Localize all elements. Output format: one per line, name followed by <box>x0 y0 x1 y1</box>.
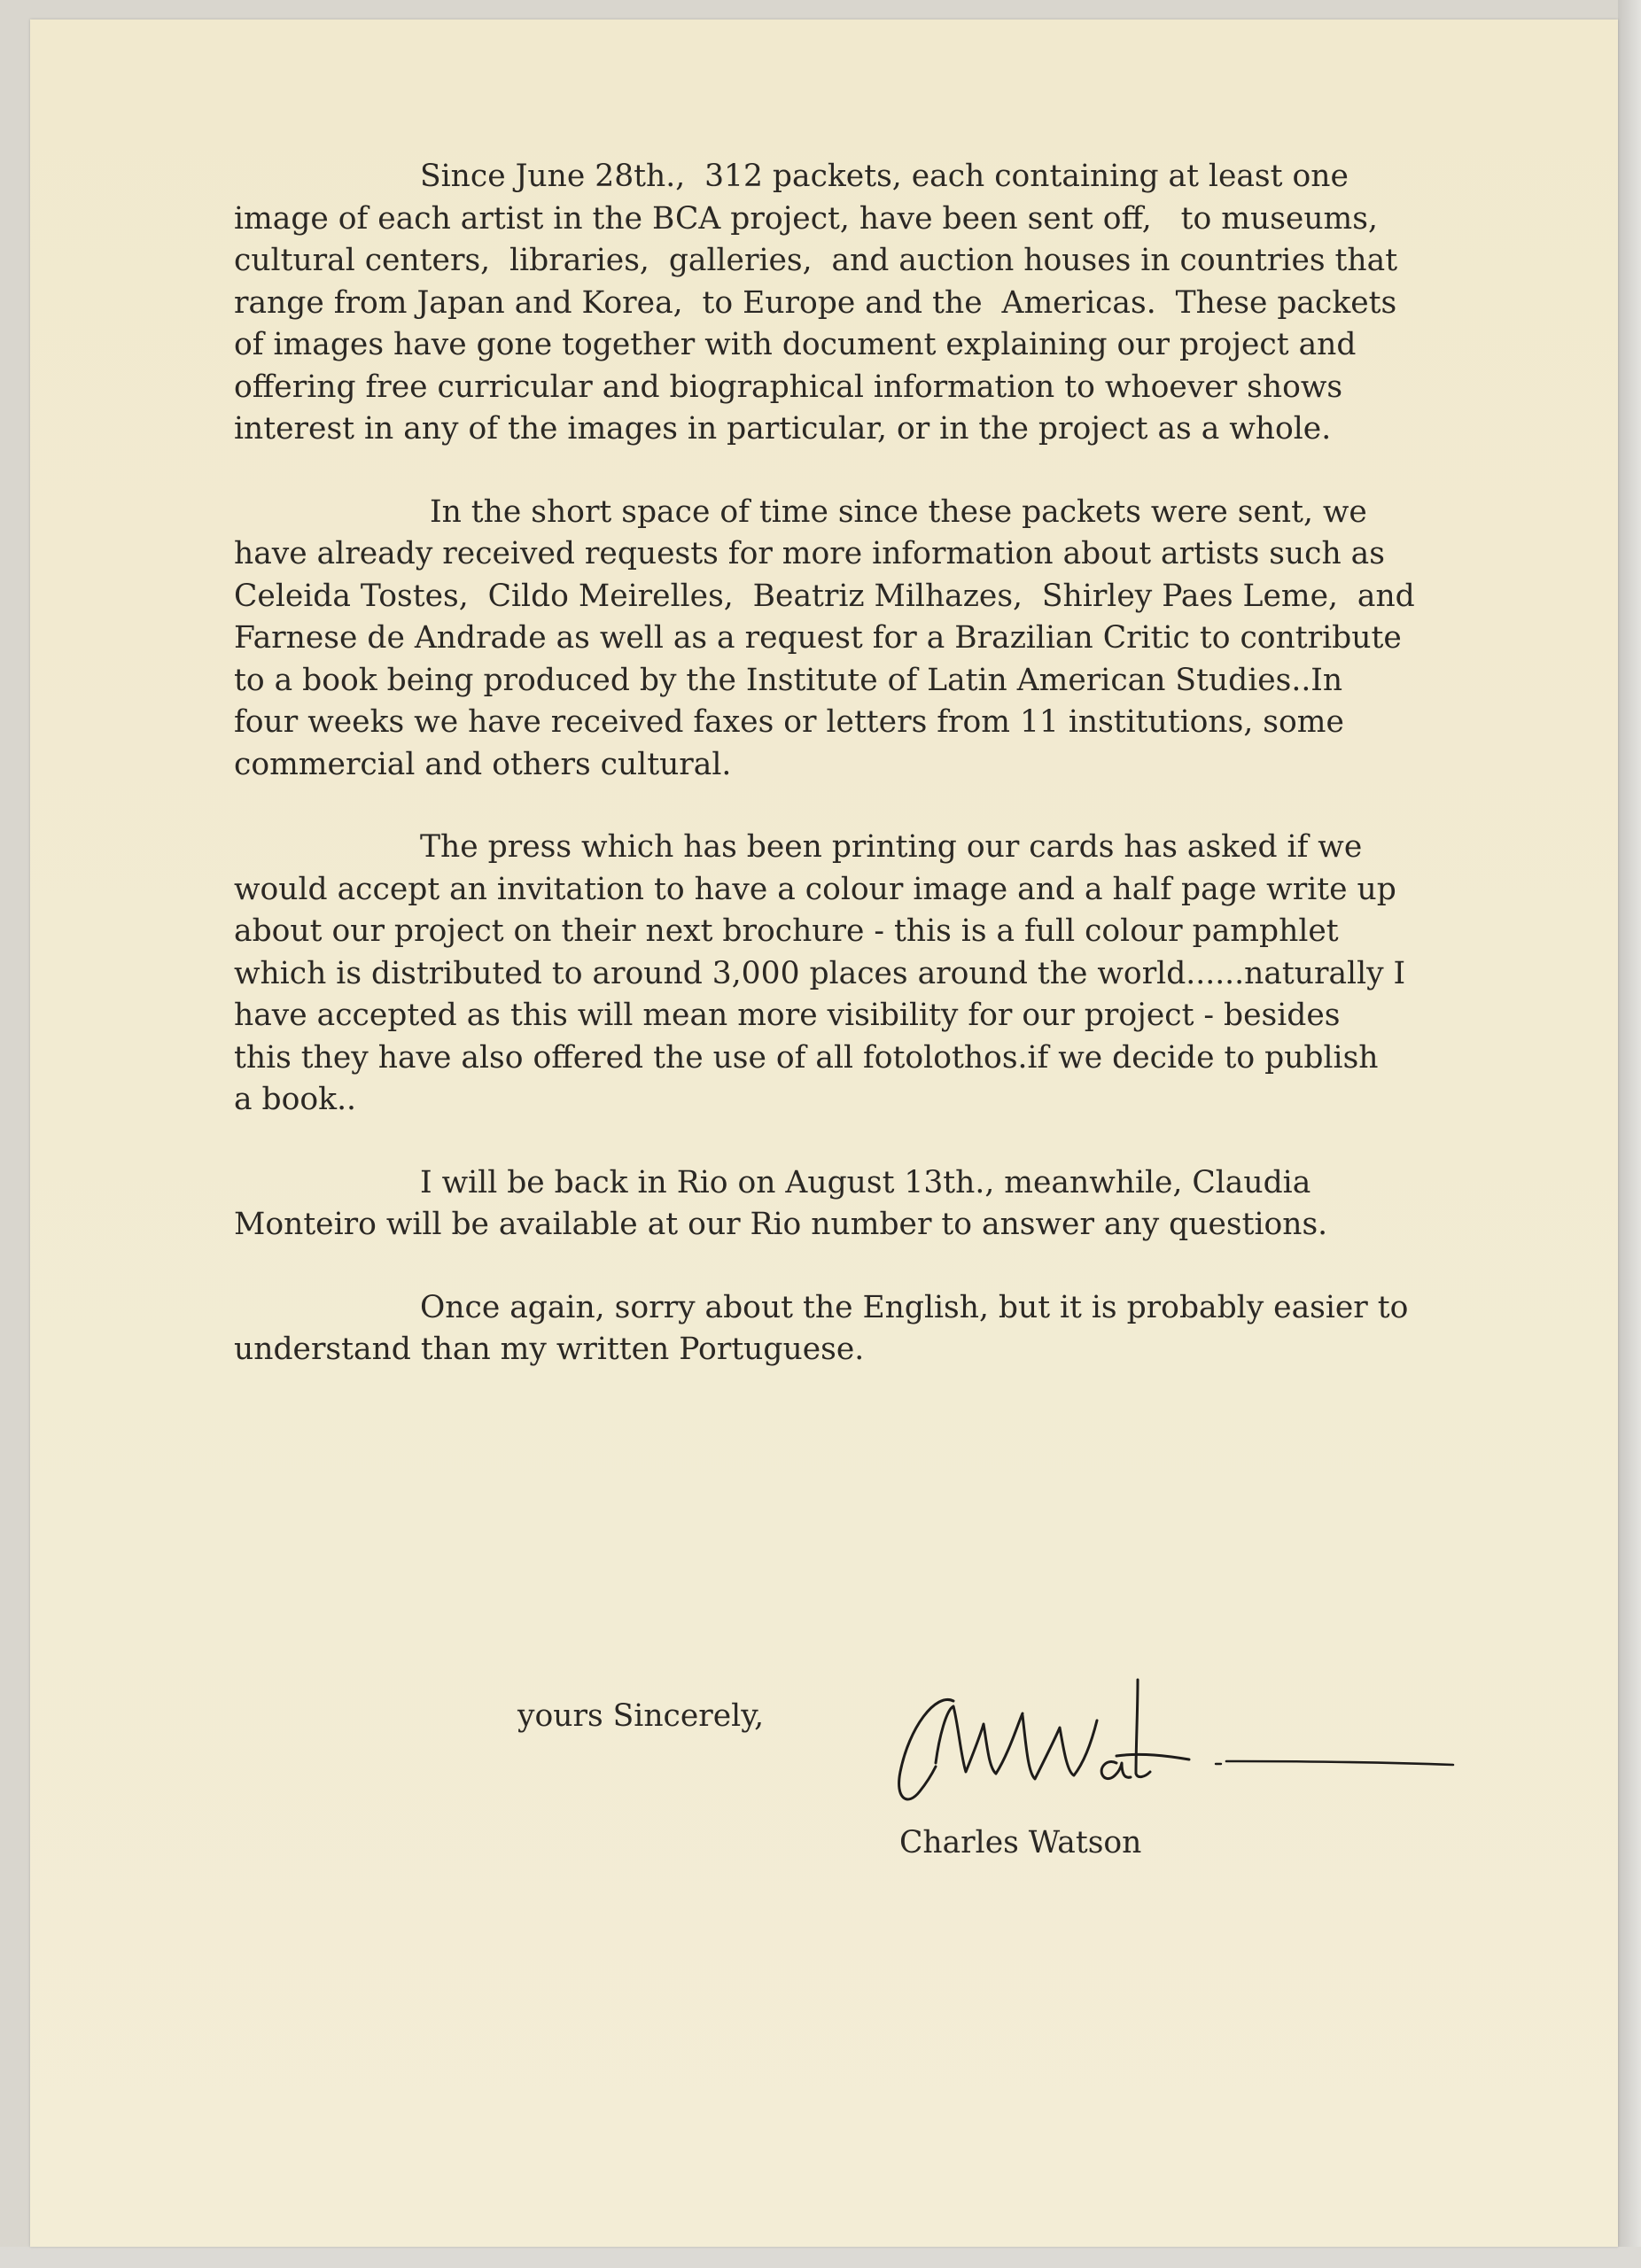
text-line: to a book being produced by the Institute of Latin American Studies..In <box>234 662 1343 698</box>
text-line: I will be back in Rio on August 13th., meanwhile, Claudia <box>420 1164 1311 1200</box>
text-line: range from Japan and Korea, to Europe and the Americas. These packets <box>234 284 1397 321</box>
text-line: commercial and others cultural. <box>234 746 732 782</box>
text-line: Celeida Tostes, Cildo Meirelles, Beatriz Milhazes, Shirley Paes Leme, and <box>234 578 1415 614</box>
paragraph-4 <box>234 1162 1474 1247</box>
text-line: have already received requests for more information about artists such as <box>234 536 1385 571</box>
scanner-backdrop-bottom <box>0 2247 1641 2268</box>
text-line: would accept an invitation to have a colour image and a half page write up <box>234 871 1396 907</box>
text-line: cultural centers, libraries, galleries, and auction houses in countries that <box>234 243 1398 278</box>
signer-name: Charles Watson <box>899 1825 1142 1860</box>
text-line: Monteiro will be available at our Rio number to answer any questions. <box>234 1207 1328 1242</box>
text-line: Since June 28th., 312 packets, each containing at least one <box>420 159 1349 194</box>
text-line: The press which has been printing our cards has asked if we <box>420 829 1363 865</box>
closing-salutation: yours Sincerely, <box>517 1698 765 1734</box>
paragraph-3 <box>234 827 1474 1122</box>
handwritten-signature <box>884 1674 1487 1825</box>
text-line: four weeks we have received faxes or letters from 11 institutions, some <box>234 704 1344 740</box>
text-line: Farnese de Andrade as well as a request for a Brazilian Critic to contribute <box>234 620 1402 656</box>
text-line: which is distributed to around 3,000 places around the world......naturally I <box>234 955 1406 991</box>
paragraph-1 <box>234 156 1474 451</box>
text-line: about our project on their next brochure - this is a full colour pamphlet <box>234 913 1339 949</box>
scanner-backdrop-right <box>1618 0 1641 2268</box>
text-line: image of each artist in the BCA project, have been sent off, to museums, <box>234 200 1378 237</box>
text-line: In the short space of time since these packets were sent, we <box>420 493 1367 530</box>
text-line: have accepted as this will mean more visibility for our project - besides <box>234 998 1341 1033</box>
text-line: understand than my written Portuguese. <box>234 1332 865 1367</box>
letter-body <box>234 156 1474 1412</box>
text-line: of images have gone together with document explaining our project and <box>234 327 1357 362</box>
text-line: interest in any of the images in particular, or in the project as a whole. <box>234 411 1332 447</box>
text-line: a book.. <box>234 1082 356 1117</box>
paragraph-5 <box>234 1287 1474 1371</box>
text-line: this they have also offered the use of all fotolothos.if we decide to publish <box>234 1039 1379 1076</box>
text-line: offering free curricular and biographical information to whoever shows <box>234 369 1343 405</box>
text-line: Once again, sorry about the English, but it is probably easier to <box>420 1289 1409 1325</box>
paragraph-2 <box>234 492 1474 787</box>
